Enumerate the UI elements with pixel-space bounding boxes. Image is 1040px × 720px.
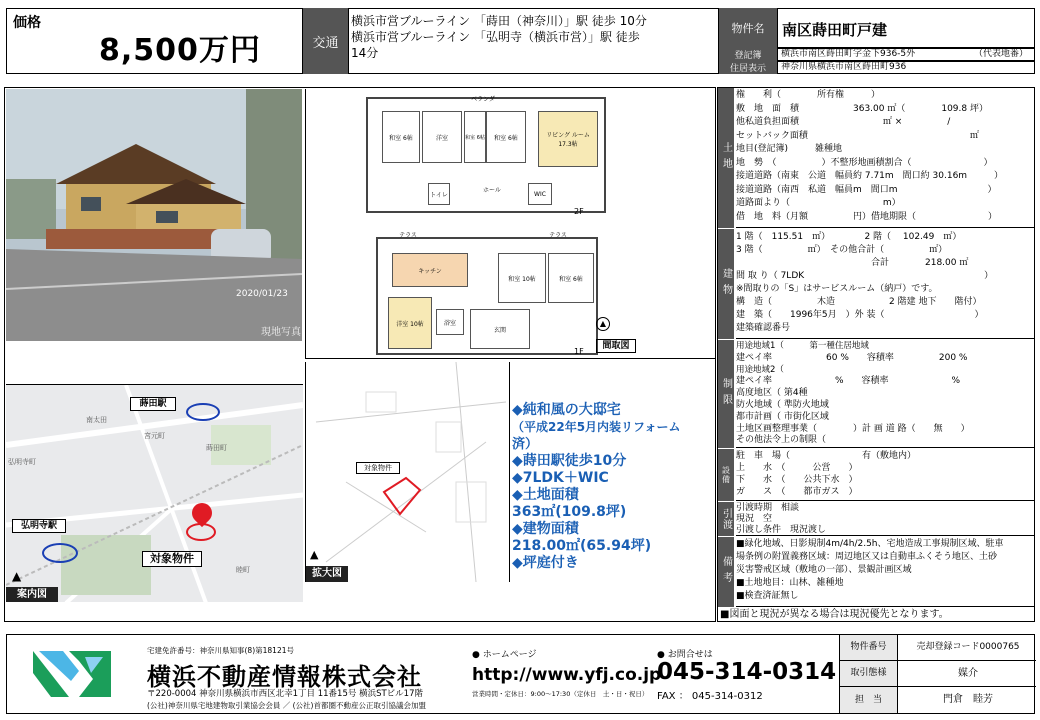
room: 和室 6帖 [464, 111, 486, 163]
restriction-row: 都市計画（ 市街化区域 [736, 411, 829, 422]
registry-note: （代表地番） [973, 49, 1028, 59]
building-row: 間 取 り（ 7LDK ） [736, 271, 994, 281]
station1-label: 蒔田駅 [130, 397, 176, 411]
facility-row: 上 水 （ 公営 ） [736, 463, 858, 473]
meta-row [840, 635, 1036, 661]
floor1-label: 1F [574, 347, 584, 356]
guide-map-roads [6, 385, 303, 602]
station2-label: 弘明寺駅 [12, 519, 66, 533]
zoom-map-lines [306, 362, 510, 582]
traffic-label: 交通 [303, 8, 348, 74]
room: 浴室 [436, 309, 464, 335]
handover-rows [736, 502, 1034, 536]
company-address: 〒220-0004 神奈川県横浜市西区北幸1丁目 11番15号 横浜STビル17階 [147, 689, 423, 699]
remark-row: ■緑化地域、日影規制4m/4h/2.5h、宅地造成工事規制区域、駐車 [736, 539, 1004, 549]
land-category: 土地 [718, 88, 734, 228]
highlight-item: （平成22年5月内装リフォーム [512, 420, 681, 434]
highlight-item: ◆坪庭付き [512, 555, 579, 571]
land-row: 地 勢 （ ）不整形地画積割合（ ） [736, 157, 993, 168]
meta-label: 取引態様 [840, 661, 898, 686]
photo-caption: 現地写真 [261, 327, 301, 338]
registry-value [777, 48, 1035, 61]
price-label: 価格 [13, 15, 41, 31]
floor1-plan [376, 231, 598, 355]
company-association: (公社)神奈川県宅地建物取引業協会会員 ／ (公社)首都圏不動産公正取引協議会加盟 [147, 701, 426, 710]
room: WIC [528, 183, 552, 205]
zoom-map-caption: 拡大図 [306, 566, 348, 582]
handover-category: 引渡 [718, 502, 734, 536]
highlight-item: ◆土地面積 [512, 487, 579, 503]
registry-label: 登記簿 [719, 48, 777, 61]
compass-icon: ▲ [596, 317, 610, 331]
facilities-rows [736, 449, 1034, 501]
north-arrow-icon: ▲ [12, 569, 22, 583]
land-row: 借 地 料（月額 円）借地期限（ ） [736, 211, 998, 222]
license: 宅建免許番号：神奈川県知事(8)第18121号 [147, 646, 294, 655]
building-category: 建物 [718, 229, 734, 339]
meta-row [840, 661, 1036, 687]
remark-row: 場条例の附置義務区域：周辺地区又は自動車ふくそう地区、土砂 [736, 552, 998, 562]
map-area-label: 弘明寺町 [8, 458, 36, 466]
highlight-item: ◆蒔田駅徒歩10分 [512, 453, 627, 469]
floorplan-caption: 間取図 [596, 339, 636, 353]
company-logo [33, 651, 111, 697]
property-photo [6, 89, 302, 341]
land-row: 敷 地 面 積 363.00 ㎡（ 109.8 坪） [736, 103, 988, 114]
restriction-row: 防火地域（ 準防火地域 [736, 399, 829, 410]
meta-table [839, 635, 1035, 713]
map-area-label: 睦町 [236, 566, 250, 574]
traffic-line: 14分 [351, 46, 379, 60]
facility-row: 駐 車 場（ 有（敷地内） [736, 451, 917, 461]
highlight-item: 218.00㎡(65.94坪) [512, 538, 652, 554]
house-photo-illustration [6, 89, 302, 341]
floor2-label: 2F [574, 207, 584, 216]
building-row: 構 造（ 木造 2 階建 地下 階付） [736, 297, 982, 307]
homepage-label: ● ホームページ [472, 650, 537, 660]
restriction-row: 建ペイ率 60 % 容積率 200 % [736, 352, 968, 363]
registry-address: 横浜市南区蒔田町字金下936-5外 [781, 49, 916, 59]
room: テラス [549, 231, 567, 239]
business-hours: 営業時間・定休日：9:00〜17:30（定休日 土・日・祝日） [472, 690, 649, 698]
floor2-plan [366, 97, 606, 213]
land-row: 地目(登記簿) 雑種地 [736, 144, 843, 154]
land-row: 権 利（ 所有権 ） [736, 90, 881, 100]
restriction-row: 用途地域1（ 第一種住居地域 [736, 341, 869, 351]
building-rows [736, 229, 1034, 339]
restriction-row: 建ペイ率 % 容積率 % [736, 376, 961, 387]
building-row: 建 築（ 1996年5月 ）外 装（ ） [736, 310, 984, 320]
room: キッチン [392, 253, 468, 287]
traffic-line: 横浜市営ブルーライン 「弘明寺（横浜市営）」駅 徒歩 [351, 30, 640, 44]
room: トイレ [428, 183, 450, 205]
map-area-label: 宮元町 [144, 432, 165, 440]
guide-map [6, 384, 303, 602]
restriction-row: 用途地域2（ [736, 364, 784, 375]
room: 洋室 [422, 111, 462, 163]
target-circle [186, 523, 216, 541]
zoom-map [305, 362, 510, 582]
highlight-item: 363㎡(109.8坪) [512, 504, 627, 520]
address-value: 神奈川県横浜市南区蒔田町936 [777, 61, 1035, 74]
room: 和室 6帖 [486, 111, 526, 163]
meta-label: 物件番号 [840, 635, 898, 660]
meta-value: 門倉 睦芳 [943, 694, 993, 705]
remark-row: ■検査済証無し [736, 591, 799, 601]
homepage-link[interactable]: http://www.yfj.co.jp [472, 665, 662, 685]
building-row: 建築確認番号 [736, 323, 791, 333]
north-arrow-icon: ▲ [310, 548, 319, 561]
company-logo-mark [33, 651, 111, 697]
land-row: セットバック面積 ㎡ [736, 130, 979, 141]
remark-row: 災害警戒区域（敷地の一部）、景観計画区域 [736, 565, 912, 575]
zoom-target-label: 対象物件 [356, 462, 400, 474]
footer [6, 634, 1035, 714]
contact-label: ● お問合せは [657, 650, 713, 660]
address-label: 住居表示 [719, 61, 777, 74]
handover-row: 引渡時期 相談 [736, 503, 800, 513]
highlights [512, 402, 714, 572]
building-row: 合計 218.00 ㎡ [736, 258, 969, 268]
photo-date: 2020/01/23 [236, 289, 288, 299]
traffic-box [348, 8, 719, 74]
spec-table [717, 87, 1035, 622]
room: 和室 6帖 [548, 253, 594, 303]
restriction-row: その他法令上の制限（ [736, 435, 827, 446]
highlight-item: ◆純和風の大邸宅 [512, 402, 621, 418]
building-row: ※間取りの「S」はサービスルーム（納戸）です。 [736, 284, 938, 294]
room: 和室 10帖 [498, 253, 546, 303]
target-label: 対象物件 [142, 551, 202, 567]
room: 和室 6帖 [382, 111, 420, 163]
facility-row: ガ ス （ 都市ガス ） [736, 487, 858, 497]
land-row: 接道道路（南東 公道 幅員約 7.71m 間口約 30.16m ） [736, 171, 1004, 181]
restrictions-rows [736, 340, 1034, 448]
restriction-row: 土地区画整理事業（ ）計 画 道 路（ 無 ） [736, 423, 970, 434]
price-box [6, 8, 303, 74]
fax-number: FAX ： 045-314-0312 [657, 691, 763, 702]
facilities-category: 設備 [718, 449, 734, 501]
highlight-item: 済） [512, 437, 539, 452]
land-row: 道路面より（ m） [736, 198, 901, 208]
highlight-item: ◆建物面積 [512, 521, 579, 537]
room: 玄関 [470, 309, 530, 349]
traffic-line: 横浜市営ブルーライン 「蒔田（神奈川）」駅 徒歩 10分 [351, 14, 647, 28]
remarks-rows [736, 537, 1034, 607]
room: 洋室 10帖 [388, 297, 432, 349]
land-row: 接道道路（南西 私道 幅員m 間口m ） [736, 184, 997, 195]
restriction-row: 高度地区（ 第4種 [736, 388, 808, 399]
meta-label: 担 当 [840, 687, 898, 713]
highlight-item: ◆7LDK＋WIC [512, 470, 609, 486]
land-rows [736, 88, 1034, 228]
room: ベランダ [471, 95, 495, 103]
facility-row: 下 水 （ 公共下水 ） [736, 475, 858, 485]
tel-number[interactable]: 045-314-0314 [657, 659, 837, 685]
map-area-label: 南太田 [86, 416, 107, 424]
meta-value: 媒介 [958, 668, 978, 679]
room: テラス [399, 231, 417, 239]
building-row: 1 階（ 115.51 ㎡） 2 階（ 102.49 ㎡） [736, 232, 962, 242]
handover-row: 現況 空 [736, 514, 773, 524]
company-name: 横浜不動産情報株式会社 [147, 663, 422, 691]
meta-row [840, 687, 1036, 713]
station2-marker [42, 543, 78, 563]
map-area-label: 蒔田町 [206, 444, 227, 452]
land-row: 他私道負担面積 ㎡ × / [736, 117, 951, 127]
remark-row: ■土地地目：山林、雑種地 [736, 578, 844, 588]
restrictions-category: 制限 [718, 340, 734, 448]
notice: ■図面と現況が異なる場合は現況優先となります。 [720, 609, 949, 620]
property-type-label: 物件名 [719, 8, 777, 48]
room: リビング ルーム 17.3帖 [538, 111, 598, 167]
room: ホール [483, 186, 501, 194]
floorplan [305, 89, 715, 359]
station1-marker [186, 403, 220, 421]
property-name: 南区蒔田町戸建 [777, 8, 1035, 48]
handover-row: 引渡し条件 現況渡し [736, 525, 827, 535]
building-row: 3 階（ ㎡） その他合計（ ㎡） [736, 245, 948, 255]
remarks-category: 備考 [718, 537, 734, 607]
guide-map-caption: 案内図 [6, 587, 58, 602]
meta-value: 売却登録コード0000765 [916, 642, 1020, 652]
price-value: 8,500万円 [99, 33, 261, 68]
